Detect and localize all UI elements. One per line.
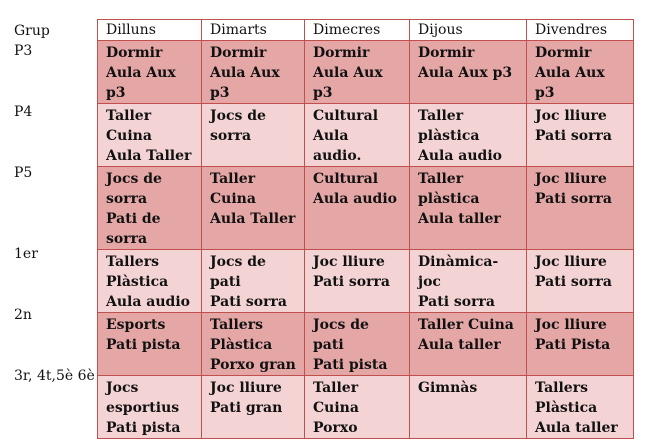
cell-text: Taller plàstica Aula taller (418, 171, 501, 227)
cell-text: Taller plàstica Aula audio (418, 108, 502, 164)
cell-text: Joc lliure Pati sorra (535, 171, 612, 207)
table-row (98, 167, 634, 250)
table-cell (98, 376, 202, 439)
cell-text: Jocs de pati Pati pista (313, 317, 388, 373)
cell-text: Gimnàs (418, 380, 478, 396)
table-cell (202, 167, 305, 250)
table-cell (410, 376, 527, 439)
cell-text: Taller Cuina Aula Taller (106, 108, 192, 164)
cell-text: Jocs esportius Pati pista (106, 380, 181, 436)
table-cell (305, 104, 410, 167)
cell-text: Joc lliure Pati sorra (535, 108, 612, 144)
table-row (98, 250, 634, 313)
group-label-p3: P3 (14, 43, 33, 59)
cell-text: Jocs de sorra (210, 108, 266, 144)
table-row (98, 41, 634, 104)
table-cell (98, 41, 202, 104)
day-header-dilluns: Dilluns (98, 20, 202, 41)
table-cell (527, 104, 634, 167)
table-cell (98, 313, 202, 376)
cell-text: Joc lliure Pati sorra (535, 254, 612, 290)
cell-text: Joc lliure Pati Pista (535, 317, 611, 353)
cell-text: Dormir Aula Aux p3 (313, 45, 383, 101)
table-row (98, 313, 634, 376)
table-cell (527, 167, 634, 250)
schedule-table (97, 19, 634, 439)
table-cell (410, 313, 527, 376)
table-cell (527, 41, 634, 104)
table-cell (305, 376, 410, 439)
cell-text: Dormir Aula Aux p3 (210, 45, 280, 101)
table-cell (202, 313, 305, 376)
table-row (98, 104, 634, 167)
table-cell (410, 167, 527, 250)
table-cell (527, 250, 634, 313)
cell-text: Joc lliure Pati sorra (313, 254, 390, 290)
table-cell (202, 41, 305, 104)
table-cell (527, 376, 634, 439)
table-cell (305, 313, 410, 376)
group-label-p4: P4 (14, 104, 33, 120)
table-cell (527, 313, 634, 376)
table-cell (305, 167, 410, 250)
cell-text: Dormir Aula Aux p3 (418, 45, 513, 81)
cell-text: Taller Cuina Porxo (313, 380, 359, 436)
cell-text: Tallers Plàstica Aula audio (106, 254, 190, 310)
day-header-dimarts: Dimarts (202, 20, 305, 41)
cell-text: Jocs de sorra Pati de sorra (106, 171, 162, 247)
group-label-p5: P5 (14, 165, 33, 181)
table-cell (98, 104, 202, 167)
group-label-2n: 2n (14, 307, 32, 323)
cell-text: Cultural Aula audio (313, 171, 397, 207)
table-cell (410, 41, 527, 104)
day-header-dijous: Dijous (410, 20, 527, 41)
table-cell (98, 167, 202, 250)
table-cell (305, 250, 410, 313)
table-row (98, 376, 634, 439)
cell-text: Dinàmica-joc Pati sorra (418, 254, 499, 310)
cell-text: Jocs de pati Pati sorra (210, 254, 287, 310)
table-cell (202, 104, 305, 167)
cell-text: Tallers Plàstica Porxo gran (210, 317, 296, 373)
group-column (0, 0, 97, 445)
table-cell (410, 104, 527, 167)
table-cell (202, 250, 305, 313)
cell-text: Taller Cuina Aula taller (418, 317, 514, 353)
cell-text: Cultural Aula audio. (313, 108, 379, 164)
cell-text: Esports Pati pista (106, 317, 181, 353)
group-label-3r-6e: 3r, 4t,5è 6è (14, 368, 95, 384)
header-row (98, 20, 634, 41)
group-label-1er: 1er (14, 246, 38, 262)
group-header-label: Grup (14, 23, 50, 39)
day-header-dimecres: Dimecres (305, 20, 410, 41)
table-cell (410, 250, 527, 313)
table-cell (305, 41, 410, 104)
cell-text: Tallers Plàstica Aula taller (535, 380, 618, 436)
cell-text: Taller Cuina Aula Taller (210, 171, 296, 227)
cell-text: Joc lliure Pati gran (210, 380, 283, 416)
cell-text: Dormir Aula Aux p3 (535, 45, 605, 101)
day-header-divendres: Divendres (527, 20, 634, 41)
table-cell (202, 376, 305, 439)
cell-text: Dormir Aula Aux p3 (106, 45, 176, 101)
table-cell (98, 250, 202, 313)
